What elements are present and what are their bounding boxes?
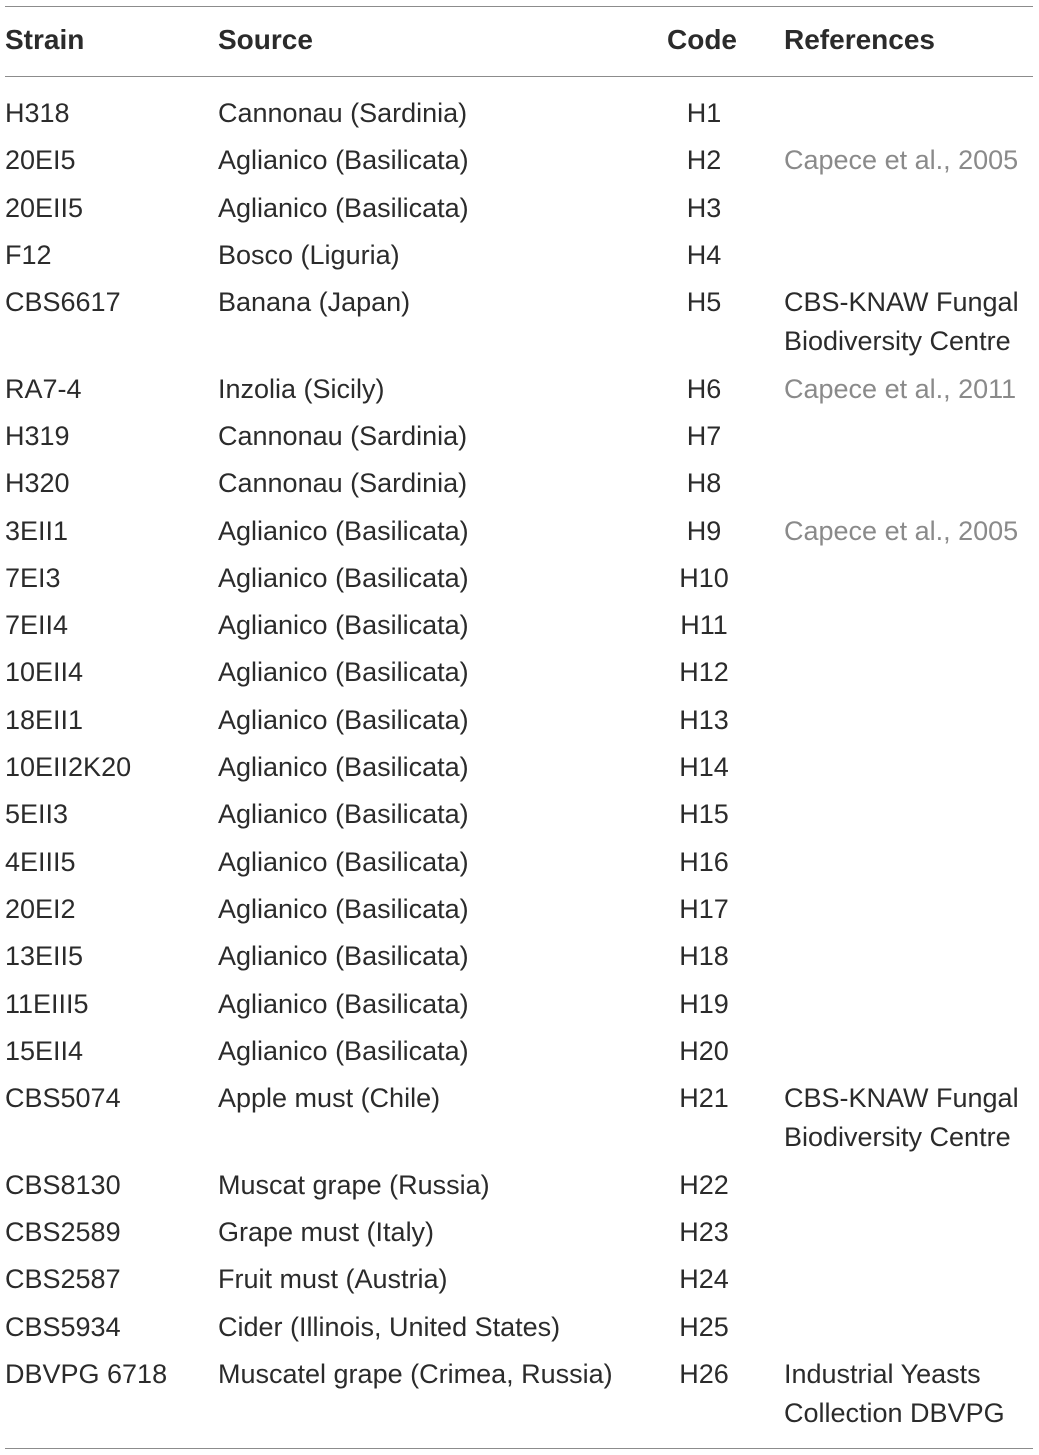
source-cell: Cider (Illinois, United States) xyxy=(218,1311,561,1342)
table-row xyxy=(0,606,1039,653)
source-cell: Aglianico (Basilicata) xyxy=(218,192,469,223)
strain-cell: CBS2587 xyxy=(5,1264,121,1295)
source-cell: Aglianico (Basilicata) xyxy=(218,515,469,546)
strain-cell: 20EI5 xyxy=(5,145,76,176)
table-row xyxy=(0,653,1039,700)
strain-cell: DBVPG 6718 xyxy=(5,1358,168,1389)
source-cell: Inzolia (Sicily) xyxy=(218,373,385,404)
strain-cell: 13EII5 xyxy=(5,941,84,972)
strain-cell: 7EII4 xyxy=(5,610,69,641)
table-row xyxy=(0,283,1039,370)
strain-cell: CBS6617 xyxy=(5,287,121,318)
code-cell: H16 xyxy=(679,846,729,877)
header-strain: Strain xyxy=(5,24,85,55)
table-row xyxy=(0,795,1039,842)
code-cell: H8 xyxy=(686,468,722,499)
table-row xyxy=(0,464,1039,511)
table-bottom-rule xyxy=(5,1448,1033,1449)
code-cell: H21 xyxy=(679,1083,729,1114)
table-row xyxy=(0,843,1039,890)
code-cell: H10 xyxy=(679,562,729,593)
table-row xyxy=(0,236,1039,283)
strain-cell: 20EII5 xyxy=(5,192,84,223)
code-cell: H14 xyxy=(679,752,729,783)
strain-cell: 20EI2 xyxy=(5,893,76,924)
source-cell: Cannonau (Sardinia) xyxy=(218,98,468,128)
table-row xyxy=(0,559,1039,606)
table-row xyxy=(0,1308,1039,1355)
table-body xyxy=(0,94,1039,1441)
table-header xyxy=(0,24,1039,60)
source-cell: Aglianico (Basilicata) xyxy=(218,846,469,877)
table-row xyxy=(0,1355,1039,1442)
reference-cell: CBS-KNAW Fungal Biodiversity Centre xyxy=(784,287,1019,357)
reference-cell: Capece et al., 2011 xyxy=(784,373,1017,404)
table-row xyxy=(0,701,1039,748)
table-row xyxy=(0,890,1039,937)
source-cell: Aglianico (Basilicata) xyxy=(218,988,469,1019)
table-row xyxy=(0,1032,1039,1079)
strain-cell: RA7-4 xyxy=(5,373,82,404)
strain-cell: 10EII2K20 xyxy=(5,752,132,783)
strain-cell: CBS2589 xyxy=(5,1216,121,1247)
table-row xyxy=(0,1166,1039,1213)
source-cell: Muscat grape (Russia) xyxy=(218,1169,490,1200)
code-cell: H19 xyxy=(679,988,729,1019)
code-cell: H20 xyxy=(679,1035,729,1066)
table-row xyxy=(0,141,1039,188)
code-cell: H9 xyxy=(686,515,722,546)
code-cell: H22 xyxy=(679,1169,729,1200)
reference-cell: CBS-KNAW Fungal Biodiversity Centre xyxy=(784,1083,1019,1153)
table-row xyxy=(0,370,1039,417)
code-cell: H26 xyxy=(679,1358,729,1389)
strain-cell: H318 xyxy=(5,98,70,128)
source-cell: Aglianico (Basilicata) xyxy=(218,610,469,641)
strain-cell: 7EI3 xyxy=(5,562,61,593)
code-cell: H11 xyxy=(680,610,728,641)
table-row xyxy=(0,94,1039,141)
source-cell: Aglianico (Basilicata) xyxy=(218,799,469,830)
table-row xyxy=(0,512,1039,559)
source-cell: Aglianico (Basilicata) xyxy=(218,562,469,593)
source-cell: Bosco (Liguria) xyxy=(218,239,400,270)
code-cell: H4 xyxy=(686,239,722,270)
table-top-rule xyxy=(5,6,1033,7)
header-source: Source xyxy=(218,24,313,55)
strain-cell: 18EII1 xyxy=(5,704,84,735)
code-cell: H7 xyxy=(686,420,722,451)
header-code: Code xyxy=(667,24,737,55)
source-cell: Aglianico (Basilicata) xyxy=(218,1035,469,1066)
source-cell: Aglianico (Basilicata) xyxy=(218,752,469,783)
table-row xyxy=(0,417,1039,464)
strain-cell: CBS8130 xyxy=(5,1169,121,1200)
table-row xyxy=(0,985,1039,1032)
code-cell: H25 xyxy=(679,1311,729,1342)
source-cell: Fruit must (Austria) xyxy=(218,1264,448,1295)
source-cell: Cannonau (Sardinia) xyxy=(218,468,468,499)
code-cell: H12 xyxy=(679,657,729,688)
strain-cell: CBS5934 xyxy=(5,1311,121,1342)
table-row xyxy=(0,748,1039,795)
code-cell: H6 xyxy=(686,373,722,404)
table-row xyxy=(0,1213,1039,1260)
code-cell: H2 xyxy=(686,145,722,176)
source-cell: Muscatel grape (Crimea, Russia) xyxy=(218,1358,613,1389)
header-references: References xyxy=(784,24,935,55)
source-cell: Grape must (Italy) xyxy=(218,1216,435,1247)
reference-cell: Capece et al., 2005 xyxy=(784,145,1019,176)
strain-cell: 3EII1 xyxy=(5,515,69,546)
source-cell: Apple must (Chile) xyxy=(218,1083,441,1114)
source-cell: Aglianico (Basilicata) xyxy=(218,941,469,972)
code-cell: H23 xyxy=(679,1216,729,1247)
reference-cell: Capece et al., 2005 xyxy=(784,515,1019,546)
source-cell: Aglianico (Basilicata) xyxy=(218,704,469,735)
strain-cell: 4EIII5 xyxy=(5,846,76,877)
code-cell: H13 xyxy=(679,704,729,735)
strain-cell: H320 xyxy=(5,468,70,499)
source-cell: Banana (Japan) xyxy=(218,287,411,318)
table-row xyxy=(0,1079,1039,1166)
strain-cell: CBS5074 xyxy=(5,1083,121,1114)
code-cell: H18 xyxy=(679,941,729,972)
strain-cell: 15EII4 xyxy=(5,1035,84,1066)
code-cell: H5 xyxy=(686,287,722,318)
code-cell: H17 xyxy=(679,893,729,924)
code-cell: H24 xyxy=(679,1264,729,1295)
source-cell: Aglianico (Basilicata) xyxy=(218,657,469,688)
table-header-rule xyxy=(5,76,1033,77)
code-cell: H15 xyxy=(679,799,729,830)
strain-cell: 11EIII5 xyxy=(5,988,89,1019)
source-cell: Aglianico (Basilicata) xyxy=(218,893,469,924)
strain-cell: H319 xyxy=(5,420,70,451)
source-cell: Aglianico (Basilicata) xyxy=(218,145,469,176)
strain-cell: 10EII4 xyxy=(5,657,84,688)
code-cell: H3 xyxy=(686,192,722,223)
strain-cell: F12 xyxy=(5,239,52,270)
table-row xyxy=(0,1260,1039,1307)
table-row xyxy=(0,189,1039,236)
code-cell: H1 xyxy=(686,98,722,128)
source-cell: Cannonau (Sardinia) xyxy=(218,420,468,451)
strain-cell: 5EII3 xyxy=(5,799,69,830)
table-row xyxy=(0,937,1039,984)
reference-cell: Industrial Yeasts Collection DBVPG xyxy=(784,1358,1005,1428)
